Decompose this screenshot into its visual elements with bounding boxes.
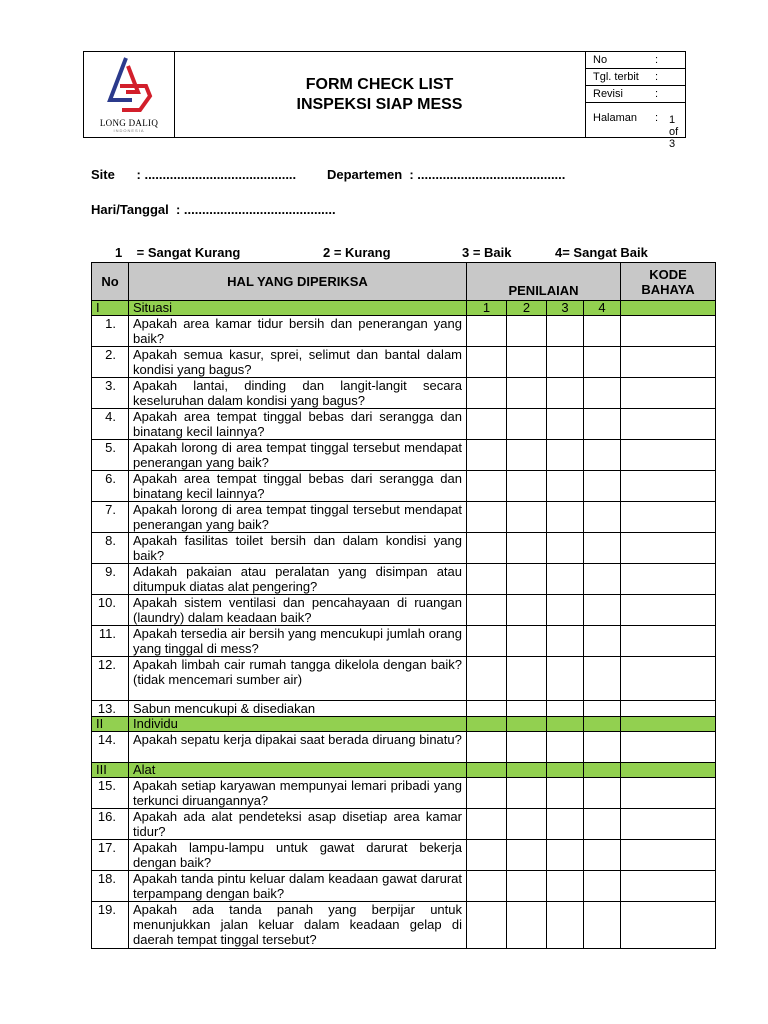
item-question: Apakah lantai, dinding dan langit-langit secara keseluruhan dalam kondisi yang bagus? <box>129 378 467 409</box>
item-number: 17. <box>92 840 129 871</box>
kode-bahaya-cell[interactable] <box>621 533 716 564</box>
score-4-cell[interactable] <box>584 778 621 809</box>
score-1-cell[interactable] <box>467 871 507 902</box>
table-row <box>92 701 716 717</box>
logo-subtext: INDONESIA <box>113 128 145 133</box>
item-number: 7. <box>92 502 129 533</box>
score-4-cell[interactable] <box>584 378 621 409</box>
score-3-cell[interactable] <box>547 778 584 809</box>
kode-bahaya-cell[interactable] <box>621 440 716 471</box>
kode-bahaya-cell[interactable] <box>621 347 716 378</box>
score-3-cell[interactable] <box>547 840 584 871</box>
score-1-cell[interactable] <box>467 378 507 409</box>
hari-tanggal-field: Hari/Tanggal : .......................................... <box>91 202 336 217</box>
kode-bahaya-cell[interactable] <box>621 626 716 657</box>
title-line-1: FORM CHECK LIST <box>305 75 454 93</box>
score-1-cell[interactable] <box>467 809 507 840</box>
score-2-cell[interactable] <box>507 626 547 657</box>
table-row <box>92 533 716 564</box>
table-row <box>92 871 716 902</box>
meta-sep: : <box>655 71 659 83</box>
score-label <box>467 717 507 732</box>
item-number: 19. <box>92 902 129 949</box>
kode-label: KODE <box>649 266 687 282</box>
score-3-cell[interactable] <box>547 502 584 533</box>
item-number: 1. <box>92 316 129 347</box>
score-2-cell[interactable] <box>507 840 547 871</box>
item-question: Apakah sepatu kerja dipakai saat berada diruang binatu? <box>129 732 467 763</box>
col-penilaian-header: PENILAIAN <box>467 263 621 301</box>
score-3-cell[interactable] <box>547 732 584 763</box>
section-title: Alat <box>129 763 467 778</box>
score-1-cell[interactable] <box>467 440 507 471</box>
section-row <box>92 717 716 732</box>
kode-cell <box>621 763 716 778</box>
score-2-cell[interactable] <box>507 471 547 502</box>
score-2-cell[interactable] <box>507 316 547 347</box>
kode-bahaya-cell[interactable] <box>621 564 716 595</box>
legend-3: 3 = Baik <box>462 245 512 260</box>
checklist-table <box>91 262 716 949</box>
score-label <box>584 763 621 778</box>
kode-bahaya-cell[interactable] <box>621 778 716 809</box>
item-question: Apakah lampu-lampu untuk gawat darurat bekerja dengan baik? <box>129 840 467 871</box>
section-title: Situasi <box>129 301 467 316</box>
score-2-cell[interactable] <box>507 701 547 717</box>
kode-cell <box>621 717 716 732</box>
legend-1: 1 = Sangat Kurang <box>115 245 241 260</box>
score-4-cell[interactable] <box>584 626 621 657</box>
item-question: Adakah pakaian atau peralatan yang disimpan atau ditumpuk diatas alat pengering? <box>129 564 467 595</box>
score-1-cell[interactable] <box>467 533 507 564</box>
section-number: I <box>92 301 129 316</box>
score-2-cell[interactable] <box>507 595 547 626</box>
item-number: 13. <box>92 701 129 717</box>
score-3-cell[interactable] <box>547 871 584 902</box>
score-2-cell[interactable] <box>507 657 547 701</box>
meta-row-tgl-terbit <box>585 69 685 86</box>
table-row <box>92 316 716 347</box>
score-label <box>467 763 507 778</box>
col-hal-header: HAL YANG DIPERIKSA <box>129 263 467 301</box>
item-number: 6. <box>92 471 129 502</box>
score-1-cell[interactable] <box>467 778 507 809</box>
score-4-cell[interactable] <box>584 902 621 949</box>
score-3-cell[interactable] <box>547 347 584 378</box>
score-label: 4 <box>584 301 621 316</box>
score-3-cell[interactable] <box>547 595 584 626</box>
meta-label: No <box>593 54 608 66</box>
score-1-cell[interactable] <box>467 347 507 378</box>
item-question: Apakah sistem ventilasi dan pencahayaan di ruangan (laundry) dalam keadaan baik? <box>129 595 467 626</box>
item-question: Sabun mencukupi & disediakan <box>129 701 467 717</box>
kode-bahaya-cell[interactable] <box>621 732 716 763</box>
item-question: Apakah lorong di area tempat tinggal tersebut mendapat penerangan yang baik? <box>129 440 467 471</box>
score-1-cell[interactable] <box>467 595 507 626</box>
item-number: 2. <box>92 347 129 378</box>
score-2-cell[interactable] <box>507 378 547 409</box>
site-field: Site : .......................................... <box>91 167 297 182</box>
score-3-cell[interactable] <box>547 626 584 657</box>
score-4-cell[interactable] <box>584 347 621 378</box>
kode-cell <box>621 301 716 316</box>
score-4-cell[interactable] <box>584 440 621 471</box>
score-2-cell[interactable] <box>507 732 547 763</box>
score-4-cell[interactable] <box>584 701 621 717</box>
meta-label: Halaman <box>593 112 638 124</box>
score-1-cell[interactable] <box>467 657 507 701</box>
item-question: Apakah area kamar tidur bersih dan penerangan yang baik? <box>129 316 467 347</box>
score-3-cell[interactable] <box>547 701 584 717</box>
item-number: 9. <box>92 564 129 595</box>
table-row <box>92 471 716 502</box>
score-4-cell[interactable] <box>584 502 621 533</box>
score-2-cell[interactable] <box>507 871 547 902</box>
score-1-cell[interactable] <box>467 564 507 595</box>
legend-4: 4= Sangat Baik <box>555 245 648 260</box>
score-1-cell[interactable] <box>467 840 507 871</box>
table-row <box>92 409 716 440</box>
meta-row-halaman <box>585 103 685 150</box>
kode-bahaya-cell[interactable] <box>621 809 716 840</box>
item-question: Apakah area tempat tinggal bebas dari serangga dan binatang kecil lainnya? <box>129 471 467 502</box>
score-3-cell[interactable] <box>547 316 584 347</box>
item-number: 10. <box>92 595 129 626</box>
score-4-cell[interactable] <box>584 564 621 595</box>
score-4-cell[interactable] <box>584 409 621 440</box>
table-row <box>92 626 716 657</box>
item-number: 18. <box>92 871 129 902</box>
score-3-cell[interactable] <box>547 471 584 502</box>
item-question: Apakah ada tanda panah yang berpijar untuk menunjukkan jalan keluar dalam keadaan gelap di daerah tempat tinggal tersebut? <box>129 902 467 949</box>
score-label: 2 <box>507 301 547 316</box>
table-row <box>92 809 716 840</box>
score-3-cell[interactable] <box>547 902 584 949</box>
score-label: 3 <box>547 301 584 316</box>
item-question: Apakah setiap karyawan mempunyai lemari pribadi yang terkunci diruangannya? <box>129 778 467 809</box>
company-logo <box>84 52 175 137</box>
item-number: 15. <box>92 778 129 809</box>
score-1-cell[interactable] <box>467 502 507 533</box>
score-4-cell[interactable] <box>584 840 621 871</box>
kode-bahaya-cell[interactable] <box>621 871 716 902</box>
score-label <box>547 717 584 732</box>
table-row <box>92 502 716 533</box>
departemen-field: Departemen : ......................................... <box>327 167 566 182</box>
table-row <box>92 732 716 763</box>
table-header-row <box>92 263 716 301</box>
meta-sep: : <box>655 54 659 66</box>
item-question: Apakah lorong di area tempat tinggal tersebut mendapat penerangan yang baik? <box>129 502 467 533</box>
table-row <box>92 347 716 378</box>
score-3-cell[interactable] <box>547 657 584 701</box>
score-label: 1 <box>467 301 507 316</box>
item-question: Apakah limbah cair rumah tangga dikelola dengan baik? (tidak mencemari sumber air) <box>129 657 467 701</box>
item-question: Apakah ada alat pendeteksi asap disetiap area kamar tidur? <box>129 809 467 840</box>
table-row <box>92 902 716 949</box>
meta-row-revisi <box>585 86 685 103</box>
score-3-cell[interactable] <box>547 564 584 595</box>
item-number: 16. <box>92 809 129 840</box>
score-2-cell[interactable] <box>507 778 547 809</box>
section-title: Individu <box>129 717 467 732</box>
score-2-cell[interactable] <box>507 902 547 949</box>
score-4-cell[interactable] <box>584 809 621 840</box>
kode-bahaya-cell[interactable] <box>621 595 716 626</box>
meta-row-no <box>585 52 685 69</box>
item-number: 8. <box>92 533 129 564</box>
score-4-cell[interactable] <box>584 732 621 763</box>
score-1-cell[interactable] <box>467 471 507 502</box>
score-label <box>547 763 584 778</box>
meta-label: Revisi <box>593 88 623 100</box>
section-row <box>92 763 716 778</box>
score-2-cell[interactable] <box>507 440 547 471</box>
meta-value: 1 of 3 <box>669 114 679 150</box>
score-2-cell[interactable] <box>507 809 547 840</box>
score-1-cell[interactable] <box>467 732 507 763</box>
table-row <box>92 564 716 595</box>
logo-text: LONG DALIQ <box>99 118 159 128</box>
score-label <box>507 717 547 732</box>
score-3-cell[interactable] <box>547 533 584 564</box>
score-2-cell[interactable] <box>507 409 547 440</box>
item-number: 11. <box>92 626 129 657</box>
score-4-cell[interactable] <box>584 316 621 347</box>
col-no-header: No <box>92 263 129 301</box>
kode-bahaya-cell[interactable] <box>621 378 716 409</box>
kode-bahaya-cell[interactable] <box>621 657 716 701</box>
form-title <box>174 52 586 137</box>
section-number: III <box>92 763 129 778</box>
table-row <box>92 595 716 626</box>
item-question: Apakah tersedia air bersih yang mencukupi jumlah orang yang tinggal di mess? <box>129 626 467 657</box>
score-3-cell[interactable] <box>547 809 584 840</box>
legend-2: 2 = Kurang <box>323 245 391 260</box>
item-question: Apakah tanda pintu keluar dalam keadaan gawat darurat terpampang dengan baik? <box>129 871 467 902</box>
long-daliq-logo-icon <box>84 52 174 120</box>
title-line-2: INSPEKSI SIAP MESS <box>296 95 463 113</box>
table-row <box>92 440 716 471</box>
score-2-cell[interactable] <box>507 564 547 595</box>
section-number: II <box>92 717 129 732</box>
document-meta <box>585 52 685 150</box>
score-4-cell[interactable] <box>584 533 621 564</box>
kode-bahaya-cell[interactable] <box>621 902 716 949</box>
checklist-body <box>92 263 716 949</box>
col-kode-bahaya-header <box>621 263 716 301</box>
item-number: 5. <box>92 440 129 471</box>
table-row <box>92 840 716 871</box>
score-3-cell[interactable] <box>547 440 584 471</box>
section-row <box>92 301 716 316</box>
kode-bahaya-cell[interactable] <box>621 316 716 347</box>
score-2-cell[interactable] <box>507 347 547 378</box>
score-4-cell[interactable] <box>584 471 621 502</box>
score-2-cell[interactable] <box>507 533 547 564</box>
meta-sep: : <box>655 112 659 124</box>
meta-label: Tgl. terbit <box>593 71 639 83</box>
score-label <box>507 763 547 778</box>
item-number: 12. <box>92 657 129 701</box>
meta-sep: : <box>655 88 659 100</box>
item-number: 4. <box>92 409 129 440</box>
kode-bahaya-cell[interactable] <box>621 409 716 440</box>
item-question: Apakah semua kasur, sprei, selimut dan bantal dalam kondisi yang bagus? <box>129 347 467 378</box>
kode-bahaya-cell[interactable] <box>621 471 716 502</box>
document-header <box>83 51 686 150</box>
score-3-cell[interactable] <box>547 378 584 409</box>
score-label <box>584 717 621 732</box>
kode-bahaya-cell[interactable] <box>621 840 716 871</box>
score-3-cell[interactable] <box>547 409 584 440</box>
item-question: Apakah fasilitas toilet bersih dan dalam kondisi yang baik? <box>129 533 467 564</box>
item-number: 3. <box>92 378 129 409</box>
score-4-cell[interactable] <box>584 657 621 701</box>
score-1-cell[interactable] <box>467 701 507 717</box>
score-1-cell[interactable] <box>467 902 507 949</box>
table-row <box>92 657 716 701</box>
score-1-cell[interactable] <box>467 409 507 440</box>
score-4-cell[interactable] <box>584 871 621 902</box>
score-2-cell[interactable] <box>507 502 547 533</box>
score-1-cell[interactable] <box>467 626 507 657</box>
item-question: Apakah area tempat tinggal bebas dari serangga dan binatang kecil lainnya? <box>129 409 467 440</box>
table-row <box>92 778 716 809</box>
item-number: 14. <box>92 732 129 763</box>
kode-bahaya-cell[interactable] <box>621 502 716 533</box>
bahaya-label: BAHAYA <box>641 281 695 297</box>
kode-bahaya-cell[interactable] <box>621 701 716 717</box>
score-1-cell[interactable] <box>467 316 507 347</box>
score-4-cell[interactable] <box>584 595 621 626</box>
table-row <box>92 378 716 409</box>
